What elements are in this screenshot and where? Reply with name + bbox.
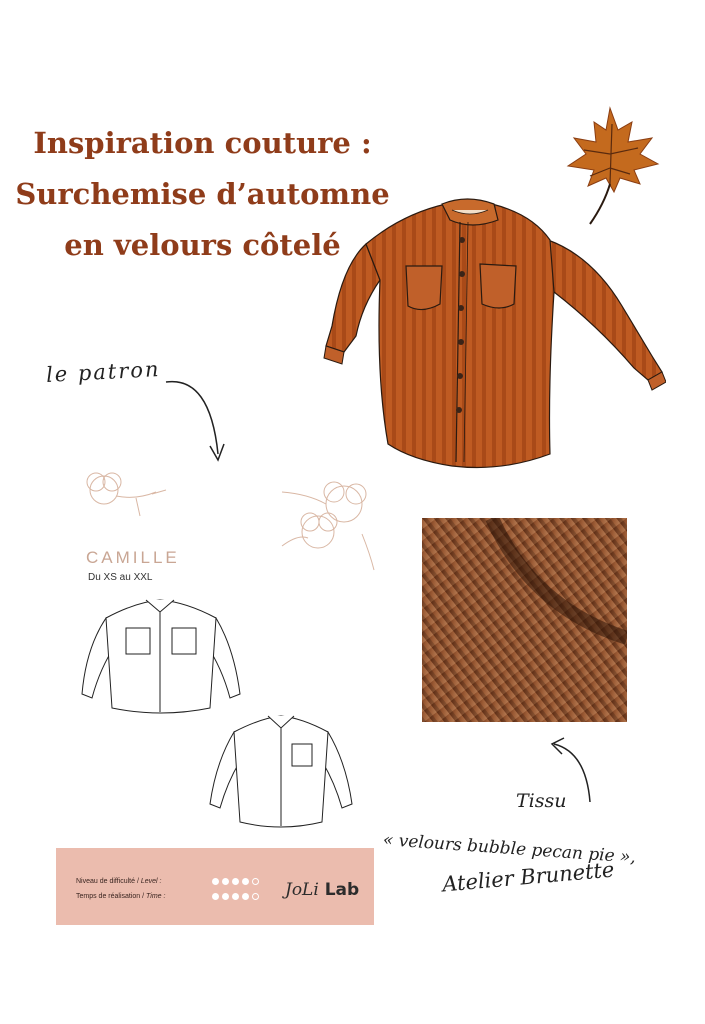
rating-dot	[252, 878, 259, 885]
title-line-2: Surchemise d’automne	[15, 177, 390, 211]
rating-dot	[242, 893, 249, 900]
fabric-maker: Atelier Brunette	[441, 857, 616, 897]
patron-label: le patron	[45, 357, 161, 387]
fabric-swatch-photo	[422, 518, 627, 722]
rating-dot	[252, 893, 259, 900]
pattern-name: CAMILLE	[86, 548, 180, 567]
time-rating	[212, 893, 259, 900]
difficulty-label-en: Level :	[140, 878, 162, 885]
arrow-down-icon	[162, 372, 232, 468]
rating-dot	[212, 878, 219, 885]
time-label-en: Time :	[146, 893, 166, 900]
rating-dot	[222, 893, 229, 900]
time-label: Temps de réalisation /	[76, 893, 147, 900]
floral-decoration-icon	[66, 470, 176, 530]
rating-dot	[222, 878, 229, 885]
rating-dot	[242, 878, 249, 885]
time-row	[76, 893, 165, 900]
rating-dot	[232, 878, 239, 885]
title-line-1: Inspiration couture :	[33, 126, 372, 160]
fabric-name: « velours bubble pecan pie »,	[382, 830, 637, 868]
title-line-3: en velours côtelé	[64, 228, 341, 262]
floral-decoration-icon	[278, 474, 376, 574]
pattern-cover	[66, 470, 376, 850]
shirt-back-drawing	[206, 714, 356, 834]
pattern-info-box	[56, 848, 374, 925]
brand-logo	[285, 880, 359, 900]
brand-logo-part2: Lab	[324, 880, 360, 900]
pattern-sizes: Du XS au XXL	[88, 572, 153, 583]
shirt-illustration	[322, 196, 666, 474]
shirt-front-drawing	[76, 598, 246, 718]
rating-dot	[212, 893, 219, 900]
difficulty-label: Niveau de difficulté /	[76, 878, 141, 885]
fabric-label: Tissu	[516, 790, 567, 812]
rating-dot	[232, 893, 239, 900]
brand-logo-part1: JoLi	[285, 880, 319, 900]
difficulty-row	[76, 878, 161, 885]
difficulty-rating	[212, 878, 259, 885]
